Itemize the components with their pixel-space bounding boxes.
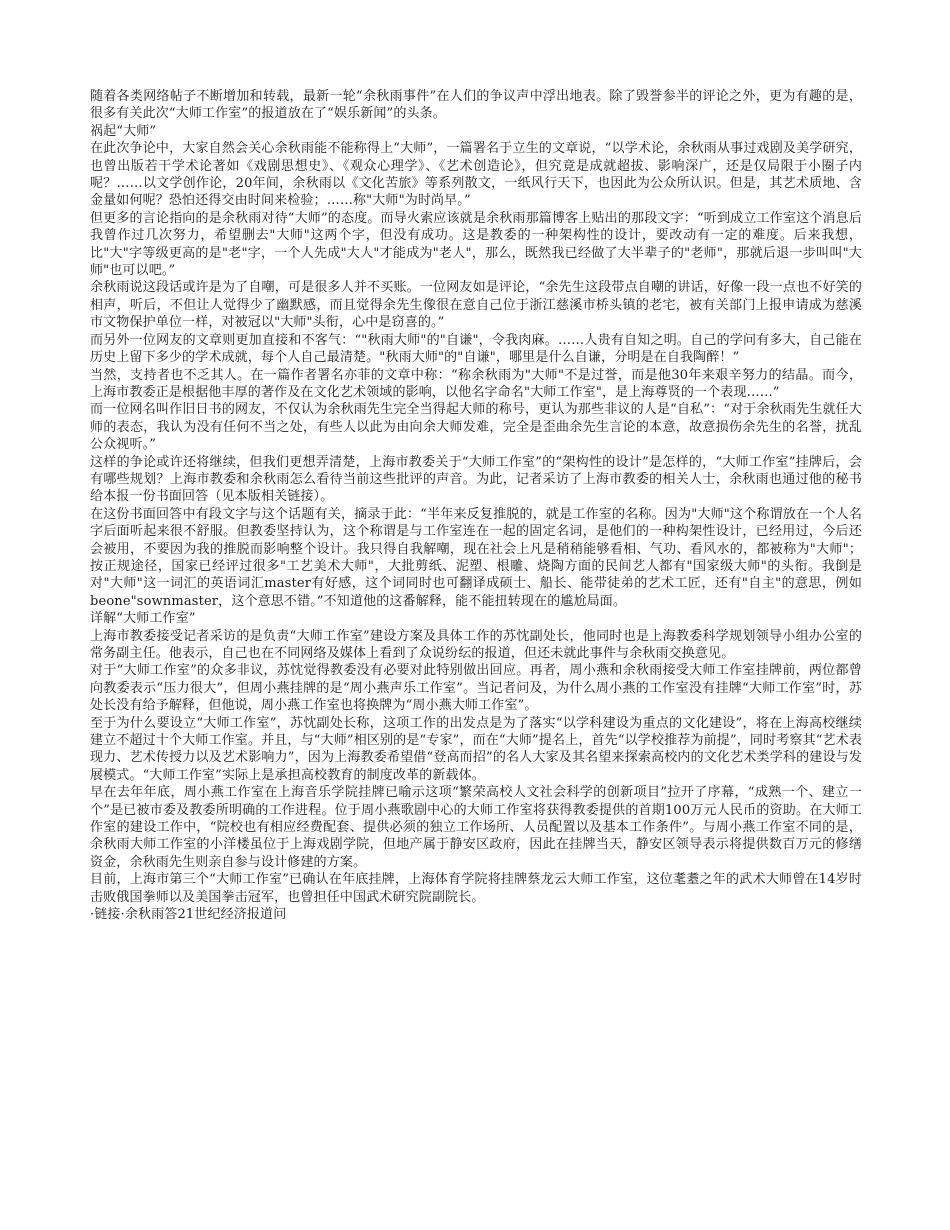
section2-paragraph-1: 上海市教委接受记者采访的是负责“大师工作室”建设方案及具体工作的苏忱副处长，他同时也是上海教委科学规划领导小组办公室的常务副主任。他表示，自己也在不同网络及媒体上看到了众说纷纭的报道，但还未就此事件与余秋雨交换意见。	[90, 628, 862, 661]
section1-paragraph-5: 当然，支持者也不乏其人。在一篇作者署名亦菲的文章中称：“称余秋雨为"大师"不是过誉，而是他30年来艰辛努力的结晶。而今，上海市教委正是根据他丰厚的著作及在文化艺术领域的影响，以他名字命名"大师工作室"，是上海尊贤的一个表现……”	[90, 367, 862, 400]
section1-paragraph-1: 在此次争论中，大家自然会关心余秋雨能不能称得上“大师”，一篇署名于立生的文章说，“以学术论，余秋雨从事过戏剧及美学研究，也曾出版若干学术论著如《戏剧思想史》、《观众心理学》、《艺术创造论》，但究竟是成就超拔、影响深广，还是仅局限于小圈子内呢？……以文学创作论，20年间，余秋雨以《文化苦旅》等系列散文，一纸风行天下，也因此为公众所认识。但是，其艺术质地、含金量如何呢？恐怕还得交由时间来检验；……称"大师"为时尚早。”	[90, 141, 862, 209]
section2-paragraph-4: 早在去年年底，周小燕工作室在上海音乐学院挂牌已喻示这项“繁荣高校人文社会科学的创新项目”拉开了序幕，“成熟一个、建立一个”是已被市委及教委所明确的工作进程。位于周小燕歌剧中心的大师工作室将获得教委提供的首期100万元人民币的资助。在大师工作室的建设工作中，“院校也有相应经费配套、提供必须的独立工作场所、人员配置以及基本工作条件”。与周小燕工作室不同的是，余秋雨大师工作室的小洋楼虽位于上海戏剧学院，但地产属于静安区政府，因此在挂牌当天，静安区领导表示将提供数百万元的修缮资金，余秋雨先生则亲自参与设计修建的方案。	[90, 785, 862, 870]
intro-paragraph: 随着各类网络帖子不断增加和转载，最新一轮“余秋雨事件”在人们的争议声中浮出地表。除了毁誉参半的评论之外，更为有趣的是，很多有关此次“大师工作室”的报道放在了“娱乐新闻”的头条。	[90, 89, 862, 122]
related-link-line: ·链接·余秋雨答21世纪经济报道问	[90, 907, 287, 923]
section1-paragraph-3: 余秋雨说这段话或许是为了自嘲，可是很多人并不买账。一位网友如是评论，“余先生这段带点自嘲的讲话，好像一段一点也不好笑的相声，听后，不但让人觉得少了幽默感，而且觉得余先生像很在意自己位于浙江慈溪市桥头镇的老宅，被有关部门上报申请成为慈溪市文物保护单位一样，对被冠以"大师"头衔，心中是窃喜的。”	[90, 280, 862, 331]
section1-paragraph-8: 在这份书面回答中有段文字与这个话题有关，摘录于此：“半年来反复推脱的，就是工作室的名称。因为"大师"这个称谓放在一个人名字后面听起来很不舒服。但教委坚持认为，这个称谓是与工作室连在一起的固定名词，是他们的一种构架性设计，已经用过，今后还会被用，不要因为我的推脱而影响整个设计。我只得自我解嘲，现在社会上凡是稍稍能够看相、气功、看风水的，都被称为"大师"；按正规途径，国家已经评过很多"工艺美术大师"，大批剪纸、泥塑、根雕、烧陶方面的民间艺人都有"国家级大师"的头衔。我倒是对"大师"这一词汇的英语词汇master有好感，这个词同时也可翻译成硕士、船长、能带徒弟的艺术工匠，还有"自主"的意思，例如beone"sownmaster，这个意思不错。”不知道他的这番解释，能不能扭转现在的尴尬局面。	[90, 506, 862, 609]
section2-paragraph-3: 至于为什么要设立“大师工作室”，苏忱副处长称，这项工作的出发点是为了落实“以学科建设为重点的文化建设”，将在上海高校继续建立不超过十个大师工作室。并且，与“大师”相区别的是“专家”，而在“大师”提名上，首先“以学校推荐为前提”，同时考察其“艺术表现力、艺术传授力以及艺术影响力”，因为上海教委希望借“登高而招”的名人大家及其名望来探索高校内的文化艺术类学科的建设与发展模式。“大师工作室”实际上是承担高校教育的制度改革的新载体。	[90, 715, 862, 783]
section1-paragraph-4: 而另外一位网友的文章则更加直接和不客气：“"秋雨大师"的"自谦"，令我肉麻。……人贵有自知之明。自己的学问有多大，自己能在历史上留下多少的学术成就，每个人自己最清楚。"秋雨大师"的"自谦"，哪里是什么自谦，分明是在自我陶醉！”	[90, 332, 862, 366]
section2-paragraph-2: 对于“大师工作室”的众多非议，苏忱觉得教委没有必要对此特别做出回应。再者，周小燕和余秋雨接受大师工作室挂牌前，两位都曾向教委表示“压力很大”，但周小燕挂牌的是“周小燕声乐工作室”。当记者问及，为什么周小燕的工作室没有挂牌“大师工作室”时，苏处长没有给予解释，但他说，周小燕工作室也将换牌为“周小燕大师工作室”。	[90, 663, 862, 714]
section1-paragraph-6: 而一位网名叫作旧日书的网友，不仅认为余秋雨先生完全当得起大师的称号，更认为那些非议的人是“自私”：“对于余秋雨先生就任大师的表态，我认为没有任何不当之处，有些人以此为由向余大师发难，完全是歪曲余先生言论的本意，故意损伤余先生的名誉，扰乱公众视听。”	[90, 402, 862, 453]
section1-paragraph-2: 但更多的言论指向的是余秋雨对待“大师”的态度。而导火索应该就是余秋雨那篇博客上贴出的那段文字：“听到成立工作室这个消息后我曾作过几次努力，希望删去"大师"这两个字，但没有成功。这是教委的一种架构性的设计，要改动有一定的难度。后来我想，比"大"字等级更高的是"老"字，一个人先成"大人"才能成为"老人"，那么，既然我已经做了大半辈子的"老师"，那就后退一步叫叫"大师"也可以吧。”	[90, 210, 862, 279]
section2-paragraph-5: 目前，上海市第三个“大师工作室”已确认在年底挂牌，上海体育学院将挂牌蔡龙云大师工作室，这位耄耋之年的武术大师曾在14岁时击败俄国拳师以及美国拳击冠军，也曾担任中国武术研究院副院长。	[90, 872, 862, 905]
section1-paragraph-7: 这样的争论或许还将继续，但我们更想弄清楚，上海市教委关于“大师工作室”的“架构性的设计”是怎样的，“大师工作室”挂牌后，会有哪些规划？上海市教委和余秋雨怎么看待当前这些批评的声音。为此，记者采访了上海市教委的相关人士，余秋雨也通过他的秘书给本报一份书面回答（见本版相关链接）。	[90, 454, 862, 505]
section-heading-1: 祸起“大师”	[90, 123, 157, 139]
section-heading-2: 详解“大师工作室”	[90, 611, 196, 627]
article-body	[90, 88, 862, 924]
